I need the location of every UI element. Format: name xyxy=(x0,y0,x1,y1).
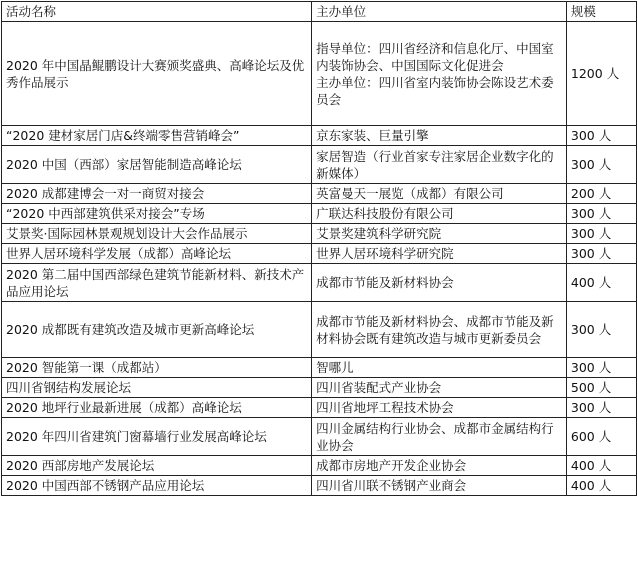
cell-organizer: 四川省川联不锈钢产业商会 xyxy=(312,476,567,496)
cell-organizer: 智哪儿 xyxy=(312,358,567,378)
table-header-row xyxy=(2,2,637,22)
cell-activity-name: 2020 地坪行业最新进展（成都）高峰论坛 xyxy=(2,398,312,418)
cell-scale: 300 人 xyxy=(566,126,636,146)
cell-activity-name: 2020 智能第一课（成都站） xyxy=(2,358,312,378)
cell-organizer: 世界人居环境科学研究院 xyxy=(312,244,567,264)
cell-organizer: 四川省地坪工程技术协会 xyxy=(312,398,567,418)
cell-organizer: 成都市节能及新材料协会、成都市节能及新材料协会既有建筑改造与城市更新委员会 xyxy=(312,302,567,358)
header-organizer: 主办单位 xyxy=(312,2,567,22)
table-row xyxy=(2,378,637,398)
cell-scale: 400 人 xyxy=(566,264,636,302)
cell-activity-name: 四川省钢结构发展论坛 xyxy=(2,378,312,398)
header-activity-name: 活动名称 xyxy=(2,2,312,22)
table-row xyxy=(2,264,637,302)
table-row xyxy=(2,418,637,456)
cell-organizer: 京东家装、巨量引擎 xyxy=(312,126,567,146)
cell-scale: 300 人 xyxy=(566,146,636,184)
table-row xyxy=(2,146,637,184)
cell-activity-name: 艾景奖·国际园林景观规划设计大会作品展示 xyxy=(2,224,312,244)
cell-organizer: 广联达科技股份有限公司 xyxy=(312,204,567,224)
cell-scale: 1200 人 xyxy=(566,22,636,126)
cell-organizer: 四川金属结构行业协会、成都市金属结构行业协会 xyxy=(312,418,567,456)
cell-organizer: 四川省装配式产业协会 xyxy=(312,378,567,398)
cell-scale: 300 人 xyxy=(566,204,636,224)
table-row xyxy=(2,244,637,264)
table-row xyxy=(2,398,637,418)
cell-scale: 200 人 xyxy=(566,184,636,204)
table-row xyxy=(2,224,637,244)
table-row xyxy=(2,302,637,358)
cell-organizer: 成都市节能及新材料协会 xyxy=(312,264,567,302)
cell-scale: 600 人 xyxy=(566,418,636,456)
cell-organizer: 指导单位：四川省经济和信息化厅、中国室内装饰协会、中国国际文化促进会 主办单位：四川省室内装饰协会陈设艺术委员会 xyxy=(312,22,567,126)
cell-activity-name: 2020 中国（西部）家居智能制造高峰论坛 xyxy=(2,146,312,184)
cell-activity-name: 2020 年中国晶鲲鹏设计大赛颁奖盛典、高峰论坛及优秀作品展示 xyxy=(2,22,312,126)
cell-activity-name: “2020 建材家居门店&终端零售营销峰会” xyxy=(2,126,312,146)
cell-organizer: 英富曼天一展览（成都）有限公司 xyxy=(312,184,567,204)
cell-activity-name: 2020 中国西部不锈钢产品应用论坛 xyxy=(2,476,312,496)
cell-activity-name: 2020 西部房地产发展论坛 xyxy=(2,456,312,476)
cell-scale: 300 人 xyxy=(566,224,636,244)
table-row xyxy=(2,184,637,204)
table-row xyxy=(2,476,637,496)
cell-scale: 400 人 xyxy=(566,456,636,476)
table-row xyxy=(2,22,637,126)
cell-scale: 300 人 xyxy=(566,398,636,418)
cell-scale: 300 人 xyxy=(566,244,636,264)
cell-organizer: 家居智造（行业首家专注家居企业数字化的新媒体） xyxy=(312,146,567,184)
cell-organizer: 成都市房地产开发企业协会 xyxy=(312,456,567,476)
cell-activity-name: 2020 成都建博会一对一商贸对接会 xyxy=(2,184,312,204)
events-table xyxy=(1,1,637,496)
cell-activity-name: 2020 第二届中国西部绿色建筑节能新材料、新技术产品应用论坛 xyxy=(2,264,312,302)
cell-scale: 300 人 xyxy=(566,302,636,358)
cell-scale: 500 人 xyxy=(566,378,636,398)
cell-activity-name: “2020 中西部建筑供采对接会”专场 xyxy=(2,204,312,224)
cell-activity-name: 世界人居环境科学发展（成都）高峰论坛 xyxy=(2,244,312,264)
table-row xyxy=(2,204,637,224)
cell-scale: 400 人 xyxy=(566,476,636,496)
table-row xyxy=(2,358,637,378)
cell-activity-name: 2020 成都既有建筑改造及城市更新高峰论坛 xyxy=(2,302,312,358)
table-row xyxy=(2,126,637,146)
cell-organizer: 艾景奖建筑科学研究院 xyxy=(312,224,567,244)
header-scale: 规模 xyxy=(566,2,636,22)
cell-scale: 300 人 xyxy=(566,358,636,378)
cell-activity-name: 2020 年四川省建筑门窗幕墙行业发展高峰论坛 xyxy=(2,418,312,456)
table-row xyxy=(2,456,637,476)
